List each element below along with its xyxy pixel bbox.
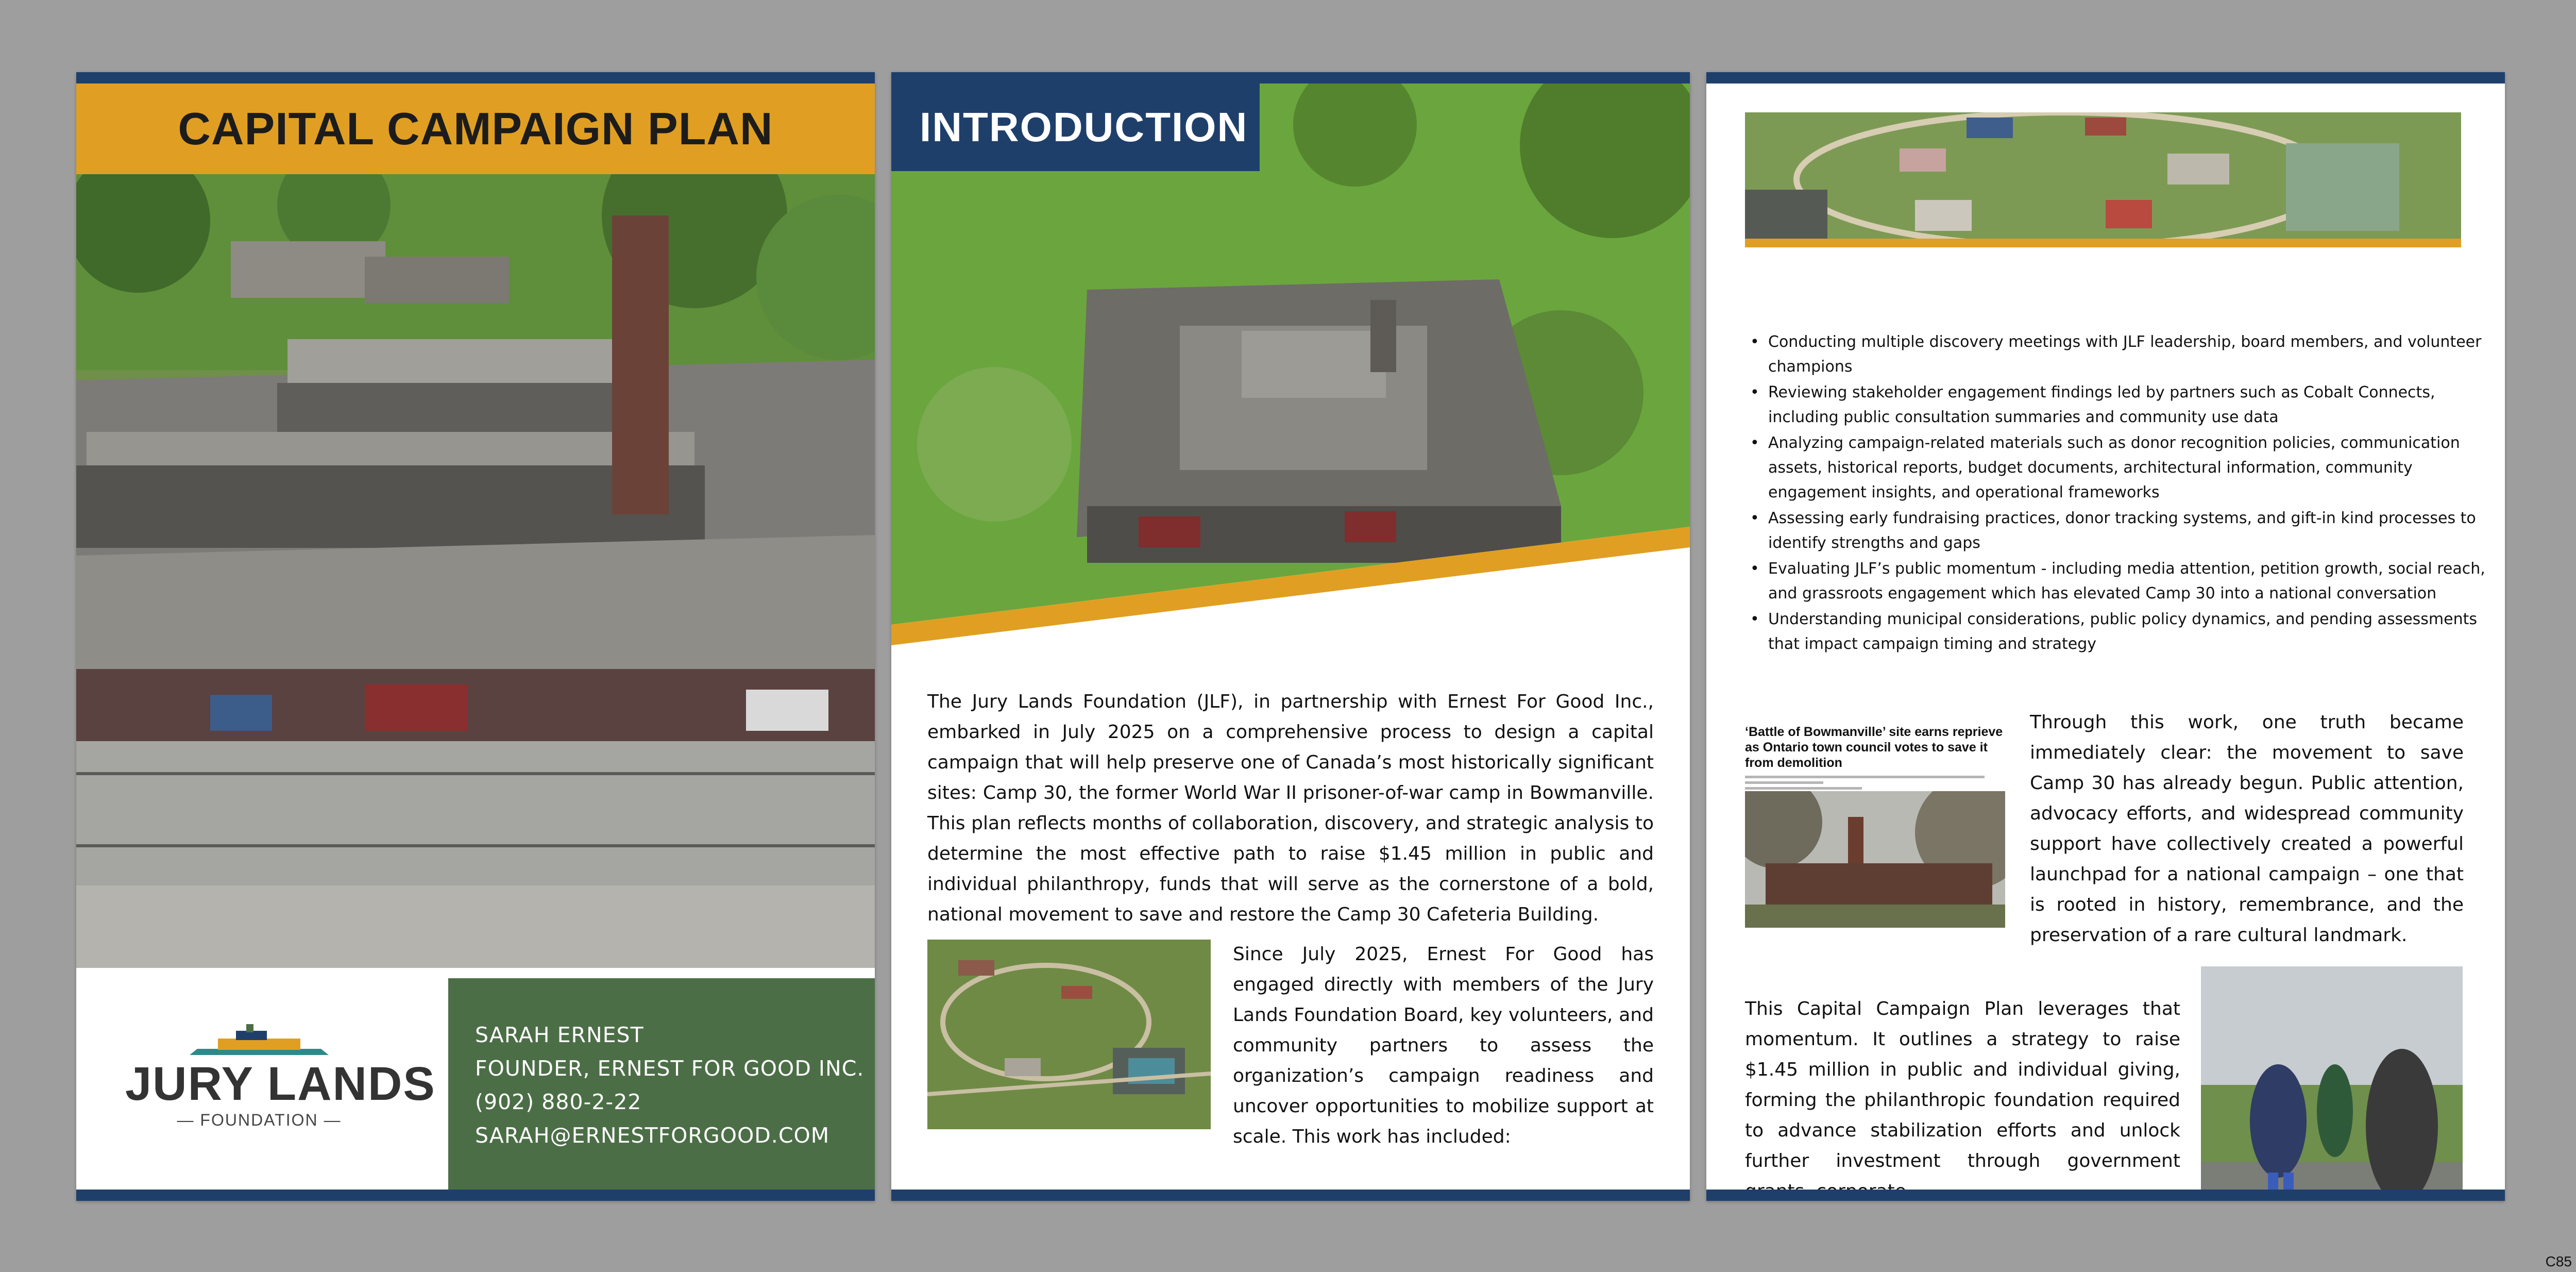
cover-page — [76, 72, 875, 1201]
page-top-bar — [891, 72, 1690, 83]
page-bottom-bar — [891, 1190, 1690, 1201]
news-byline-placeholder — [1745, 776, 2005, 791]
aerial-site-photo — [927, 940, 1211, 1129]
page-bottom-bar — [76, 1190, 875, 1201]
news-headline: ‘Battle of Bowmanville’ site earns reprieve as Ontario town council votes to save it from demolition — [1745, 725, 2003, 770]
contact-role: FOUNDER, ERNEST FOR GOOD INC. — [475, 1056, 865, 1081]
logo-name: JURY LANDS — [125, 1058, 436, 1110]
findings-bullet: • Analyzing campaign-related materials such as donor recognition policies, communication assets, historical reports, budget documents, architectural information, community engagement insights, and operational frameworks — [1768, 431, 2489, 505]
page-top-bar — [76, 72, 875, 83]
findings-page — [1706, 72, 2505, 1201]
page-code: C85 — [2545, 1253, 2572, 1269]
contact-email: SARAH@ERNESTFORGOOD.COM — [475, 1123, 830, 1148]
logo-subtitle: — FOUNDATION — — [177, 1111, 342, 1129]
intro-title: INTRODUCTION — [920, 104, 1248, 150]
jury-lands-logo — [125, 1023, 436, 1152]
news-clipping — [1745, 724, 2005, 943]
findings-paragraph-2: This Capital Campaign Plan leverages that momentum. It outlines a strategy to raise $1.45 million in public and individual giving, forming the philanthropic foundation required to advance stabilization efforts and unlock further investment through government — [1745, 998, 2180, 1171]
site-overview-photo — [1745, 112, 2461, 247]
findings-bullet: • Assessing early fundraising practices, donor tracking systems, and gift-in kind processes to identify strengths and gaps — [1768, 506, 2489, 556]
page-bottom-bar — [1706, 1190, 2505, 1201]
findings-bullet: • Conducting multiple discovery meetings with JLF leadership, board members, and volunteer champions — [1768, 330, 2489, 379]
foundation-logo-mark-icon — [182, 1023, 336, 1059]
cover-title: CAPITAL CAMPAIGN PLAN — [178, 103, 773, 154]
news-building-photo — [1745, 791, 2005, 928]
findings-paragraph-1: Through this work, one truth became immediately clear: the movement to save Camp 30 has already begun. Public attention, advocacy efforts, and widespread community support have collectively created a powerful launchpad for a national campaign – one that is rooted in history, remembrance, and the preservation of a rare cultural landmark. — [2030, 712, 2464, 946]
contact-phone: (902) 880-2-22 — [475, 1090, 642, 1114]
findings-bullet-list — [1745, 330, 2489, 658]
findings-bullet: • Reviewing stakeholder engagement findings led by partners such as Cobalt Connects, including public consultation summaries and community use data — [1768, 380, 2489, 430]
cover-title-banner — [76, 83, 875, 174]
visitors-photo — [2201, 966, 2463, 1201]
contact-box — [448, 978, 875, 1190]
findings-bullet: • Understanding municipal considerations, public policy dynamics, and pending assessments that impact campaign timing and strategy — [1768, 607, 2489, 657]
findings-bullet: • Evaluating JLF’s public momentum - including media attention, petition growth, social reach, and grassroots engagement which has elevated Camp 30 into a national conversation — [1768, 557, 2489, 606]
abandoned-building-photo — [76, 174, 875, 968]
intro-paragraph-1: The Jury Lands Foundation (JLF), in partnership with Ernest For Good Inc., embarked in July 2025 on a comprehensive process to design a capital campaign that will help preserve one of Canada’s most historically significant sites: Camp 30, the former World War II prisoner-of-war camp in Bowmanville. This plan reflects months of collaboration, discovery, and strategic analysis to determine the most effective path to raise $1.45 million in public and individual philanthropy, funds that will serve as the cornerstone of a bold, national movement to save and restore the Camp 30 Cafeteria Building. — [927, 691, 1654, 925]
intro-title-banner — [891, 83, 1260, 171]
page-top-bar — [1706, 72, 2505, 83]
introduction-page — [891, 72, 1690, 1201]
contact-name: SARAH ERNEST — [475, 1023, 644, 1047]
intro-paragraph-2: Since July 2025, Ernest For Good has engaged directly with members of the Jury Lands Foundation Board, key volunteers, and community partners to assess the organization’s campaign readiness and uncover opportunities to mobilize support at scale. This work has included: — [1233, 944, 1654, 1147]
